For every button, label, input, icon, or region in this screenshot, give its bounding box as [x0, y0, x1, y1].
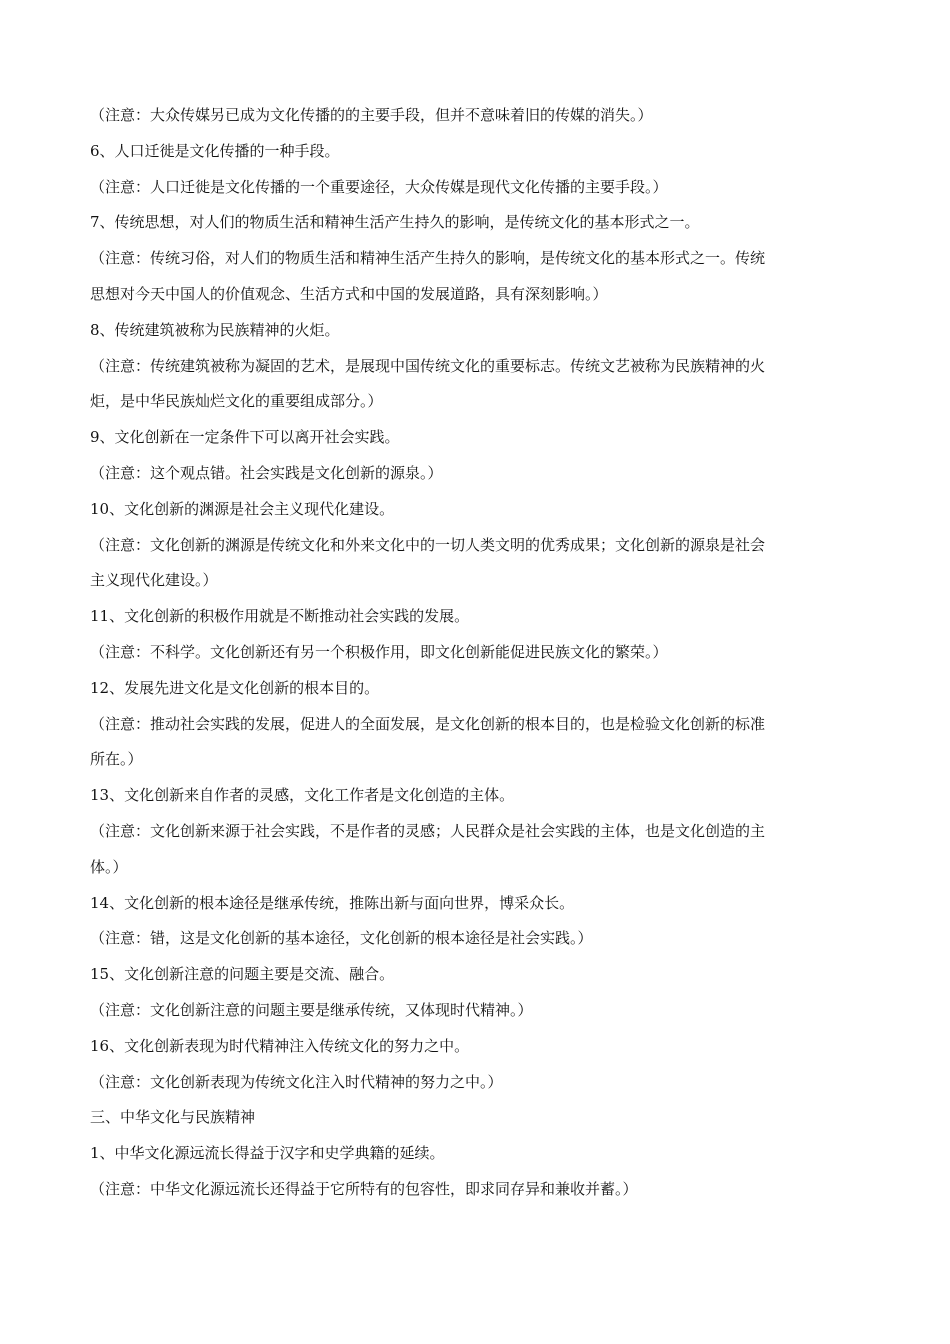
note-line: （注意：文化创新表现为传统文化注入时代精神的努力之中。）	[90, 1072, 503, 1091]
statement-line: 6、人口迁徙是文化传播的一种手段。	[90, 141, 340, 160]
note-line-continued: 思想对今天中国人的价值观念、生活方式和中国的发展道路，具有深刻影响。）	[90, 284, 608, 303]
statement-line: 16、文化创新表现为时代精神注入传统文化的努力之中。	[90, 1036, 470, 1055]
note-line-continued: 炬，是中华民族灿烂文化的重要组成部分。）	[90, 392, 383, 411]
note-line: （注意：中华文化源远流长还得益于它所特有的包容性，即求同存异和兼收并蓄。）	[90, 1179, 638, 1198]
note-line: （注意：传统建筑被称为凝固的艺术，是展现中国传统文化的重要标志。传统文艺被称为民族精神的火	[90, 356, 766, 375]
statement-line: 7、传统思想，对人们的物质生活和精神生活产生持久的影响，是传统文化的基本形式之一。	[90, 213, 700, 232]
statement-line: 11、文化创新的积极作用就是不断推动社会实践的发展。	[90, 607, 470, 626]
note-line: （注意：传统习俗，对人们的物质生活和精神生活产生持久的影响，是传统文化的基本形式之一。传统	[90, 249, 766, 268]
note-line: （注意：错，这是文化创新的基本途径，文化创新的根本途径是社会实践。）	[90, 929, 593, 948]
statement-line: 14、文化创新的根本途径是继承传统，推陈出新与面向世界，博采众长。	[90, 893, 575, 912]
section-heading: 三、中华文化与民族精神	[90, 1108, 256, 1127]
note-line: （注意：文化创新来源于社会实践，不是作者的灵感；人民群众是社会实践的主体，也是文化创造的主	[90, 821, 766, 840]
statement-line: 8、传统建筑被称为民族精神的火炬。	[90, 320, 340, 339]
document-page	[90, 98, 870, 1208]
note-line-continued: 体。）	[90, 857, 128, 876]
statement-line: 12、发展先进文化是文化创新的根本目的。	[90, 678, 380, 697]
statement-line: 10、文化创新的渊源是社会主义现代化建设。	[90, 499, 395, 518]
note-line-continued: 主义现代化建设。）	[90, 571, 218, 590]
statement-line: 9、文化创新在一定条件下可以离开社会实践。	[90, 428, 400, 447]
note-line-continued: 所在。）	[90, 750, 143, 769]
note-line: （注意：大众传媒另已成为文化传播的的主要手段，但并不意味着旧的传媒的消失。）	[90, 106, 653, 124]
statement-line: 15、文化创新注意的问题主要是交流、融合。	[90, 965, 395, 984]
statement-line: 1、中华文化源远流长得益于汉字和史学典籍的延续。	[90, 1144, 445, 1163]
note-line: （注意：推动社会实践的发展，促进人的全面发展，是文化创新的根本目的，也是检验文化创新的标准	[90, 714, 766, 733]
note-line: （注意：这个观点错。社会实践是文化创新的源泉。）	[90, 463, 443, 482]
note-line: （注意：不科学。文化创新还有另一个积极作用，即文化创新能促进民族文化的繁荣。）	[90, 642, 668, 661]
note-line: （注意：文化创新注意的问题主要是继承传统，又体现时代精神。）	[90, 1000, 533, 1019]
statement-line: 13、文化创新来自作者的灵感，文化工作者是文化创造的主体。	[90, 786, 515, 805]
note-line: （注意：人口迁徙是文化传播的一个重要途径，大众传媒是现代文化传播的主要手段。）	[90, 177, 668, 196]
note-line: （注意：文化创新的渊源是传统文化和外来文化中的一切人类文明的优秀成果；文化创新的源泉是社会	[90, 535, 766, 554]
